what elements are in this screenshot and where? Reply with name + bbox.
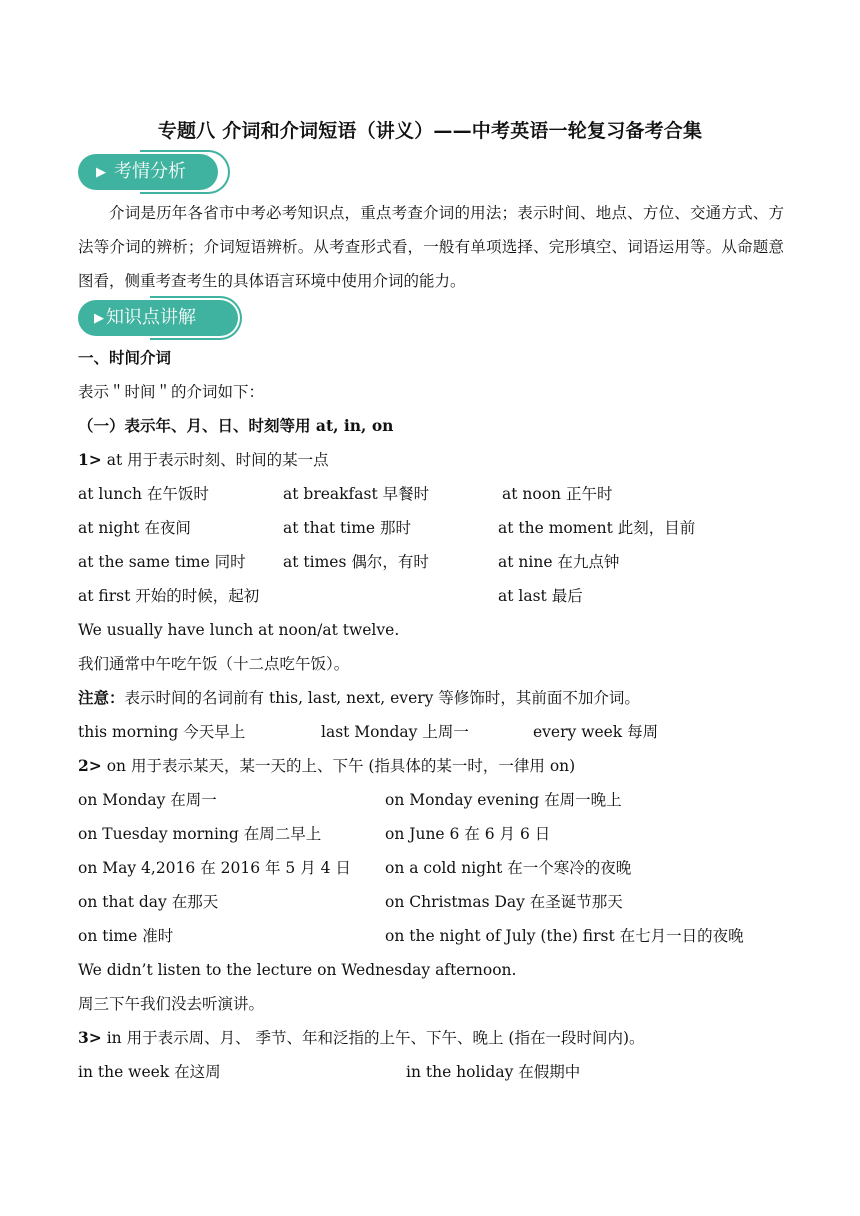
- point-number: 2>: [78, 756, 102, 775]
- subsection-heading: （一）表示年、月、日、时刻等用 at, in, on: [78, 416, 394, 435]
- note-text: 表示时间的名词前有 this, last, next, every 等修饰时，其前面不加介词。: [124, 689, 640, 707]
- badge-analysis-label: 考情分析: [114, 161, 186, 182]
- example-english: We didn’t listen to the lecture on Wednesday afternoon.: [78, 961, 517, 979]
- play-triangle-icon: ▶: [94, 311, 104, 326]
- phrase-cell: on June 6 在 6 月 6 日: [385, 825, 551, 843]
- phrase-cell: at lunch 在午饭时: [78, 485, 209, 503]
- point-text: in 用于表示周、月、 季节、年和泛指的上午、下午、晚上 (指在一段时间内)。: [101, 1029, 645, 1047]
- phrase-cell: on time 准时: [78, 927, 174, 945]
- point-2: [78, 756, 575, 776]
- phrase-cell: at the same time 同时: [78, 553, 246, 571]
- phrase-cell: every week 每周: [533, 723, 659, 741]
- phrase-cell: on Tuesday morning 在周二早上: [78, 825, 322, 843]
- point-text: at 用于表示时刻、时间的某一点: [101, 451, 329, 469]
- phrase-cell: on that day 在那天: [78, 893, 219, 911]
- phrase-cell: on Monday 在周一: [78, 791, 217, 809]
- phrase-cell: on the night of July (the) first 在七月一日的夜晚: [385, 927, 744, 945]
- point-text: on 用于表示某天，某一天的上、下午 (指具体的某一时，一律用 on): [101, 757, 576, 775]
- badge-analysis: [78, 154, 218, 190]
- phrase-cell: at first 开始的时候，起初: [78, 587, 260, 605]
- phrase-cell: at breakfast 早餐时: [283, 485, 430, 503]
- example-chinese: 周三下午我们没去听演讲。: [78, 995, 265, 1013]
- phrase-cell: at that time 那时: [283, 519, 411, 537]
- badge-knowledge: [78, 300, 238, 336]
- phrase-cell: at night 在夜间: [78, 519, 191, 537]
- play-triangle-icon: ▶: [96, 165, 106, 180]
- example-chinese: 我们通常中午吃午饭（十二点吃午饭）。: [78, 655, 350, 673]
- phrase-cell: on May 4,2016 在 2016 年 5 月 4 日: [78, 859, 351, 877]
- phrase-cell: on a cold night 在一个寒冷的夜晚: [385, 859, 632, 877]
- phrase-cell: last Monday 上周一: [321, 723, 469, 741]
- phrase-cell: at times 偶尔，有时: [283, 553, 429, 571]
- section-description: 表示＂时间＂的介词如下：: [78, 383, 265, 401]
- note-line: [78, 688, 640, 708]
- phrase-cell: in the week 在这周: [78, 1063, 221, 1081]
- phrase-cell: on Christmas Day 在圣诞节那天: [385, 893, 623, 911]
- phrase-cell: at nine 在九点钟: [498, 553, 620, 571]
- phrase-cell: this morning 今天早上: [78, 723, 246, 741]
- phrase-cell: in the holiday 在假期中: [406, 1063, 581, 1081]
- phrase-cell: at noon 正午时: [502, 485, 613, 503]
- point-3: [78, 1028, 645, 1048]
- phrase-cell: at the moment 此刻，目前: [498, 519, 696, 537]
- note-label: 注意：: [78, 688, 125, 707]
- example-english: We usually have lunch at noon/at twelve.: [78, 621, 400, 639]
- phrase-cell: on Monday evening 在周一晚上: [385, 791, 622, 809]
- section-heading: 一、时间介词: [78, 349, 172, 367]
- phrase-cell: at last 最后: [498, 587, 583, 605]
- point-number: 1>: [78, 450, 102, 469]
- intro-paragraph: 介词是历年各省市中考必考知识点，重点考查介词的用法；表示时间、地点、方位、交通方式、方法等介词的辨析；介词短语辨析。从考查形式看，一般有单项选择、完形填空、词语运用等。从命题意图看，侧重考查考生的具体语言环境中使用介词的能力。: [78, 204, 784, 290]
- badge-knowledge-label: 知识点讲解: [106, 307, 196, 328]
- point-1: [78, 450, 329, 470]
- page-title: 专题八 介词和介词短语（讲义）——中考英语一轮复习备考合集: [157, 120, 703, 142]
- point-number: 3>: [78, 1028, 102, 1047]
